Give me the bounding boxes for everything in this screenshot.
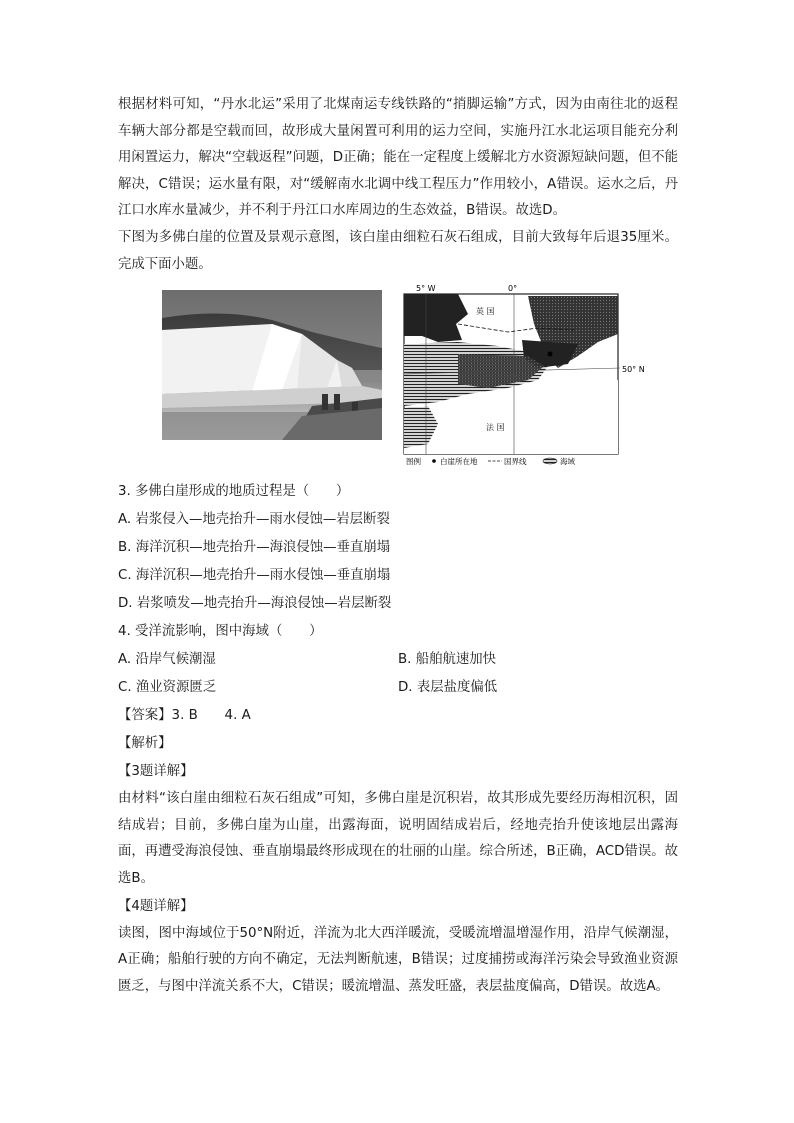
lon-label-right: 0° bbox=[508, 284, 518, 294]
intro-paragraph: 根据材料可知，“丹水北运”采用了北煤南运专线铁路的“捎脚运输”方式，因为由南往北的返程车辆大部分都是空载而回，故形成大量闲置可利用的运力空间，实施丹江水北运项目能充分利用闲置运力，解决“空载返程”问题，D正确；能在一定程度上缓解北方水资源短缺问题，但不能解决，C错误；运水量有限，对“缓解南水北调中线工程压力”作用较小，A错误。运水之后，丹江口水库水量减少，并不利于丹江口水库周边的生态效益，B错误。故选D。 bbox=[118, 97, 678, 219]
q4-option-c: C. 渔业资源匮乏 bbox=[118, 680, 217, 696]
q4-stem: 4. 受洋流影响，图中海域（ ） bbox=[118, 624, 323, 640]
q3-detail-label: 【3题详解】 bbox=[118, 764, 194, 780]
q4-option-b: B. 船舶航速加快 bbox=[398, 652, 497, 668]
q4-detail-text: 读图，图中海域位于50°N附近，洋流为北大西洋暖流，受暖流增温增湿作用，沿岸气候潮湿，A正确；船舶行驶的方向不确定，无法判断航速，B错误；过度捕捞或海洋污染会导致渔业资源匮乏，与图中洋流关系不大，C错误；暖流增温、蒸发旺盛，表层盐度偏高，D错误。故选A。 bbox=[118, 925, 678, 994]
legend-sea: 海域 bbox=[560, 457, 575, 467]
material-text: 下图为多佛白崖的位置及景观示意图，该白崖由细粒石灰石组成，目前大致每年后退35厘米。完成下面小题。 bbox=[118, 229, 678, 272]
legend-sea-icon bbox=[543, 458, 557, 464]
figure bbox=[118, 284, 678, 474]
analysis-label: 【解析】 bbox=[118, 736, 172, 752]
lon-label-left: 5° W bbox=[416, 284, 436, 294]
q4-detail-label: 【4题详解】 bbox=[118, 898, 194, 914]
legend-dot-icon bbox=[432, 459, 436, 463]
document-page bbox=[118, 92, 678, 1000]
legend-title: 图例 bbox=[406, 457, 421, 467]
q3-option-a: A. 岩浆侵入—地壳抬升—雨水侵蚀—岩层断裂 bbox=[118, 512, 390, 528]
location-map bbox=[398, 284, 645, 467]
answer-line: 【答案】3. B 4. A bbox=[118, 708, 251, 724]
q3-detail-text: 由材料“该白崖由细粒石灰石组成”可知，多佛白崖是沉积岩，故其形成先要经历海相沉积，固结成岩；目前，多佛白崖为山崖，出露海面，说明固结成岩后，经地壳抬升使该地层出露海面，再遭受海浪侵蚀、垂直崩塌最终形成现在的壮丽的山崖。综合所述，B正确，ACD错误。故选B。 bbox=[118, 791, 679, 886]
country-uk-label: 英 国 bbox=[476, 307, 495, 317]
q3-option-c: C. 海洋沉积—地壳抬升—雨水侵蚀—垂直崩塌 bbox=[118, 568, 391, 584]
country-fr-label: 法 国 bbox=[486, 423, 505, 433]
q4-option-d: D. 表层盐度偏低 bbox=[398, 680, 498, 696]
lat-label: 50° N bbox=[622, 365, 645, 375]
cliff-photo bbox=[162, 290, 382, 440]
q3-option-d: D. 岩浆喷发—地壳抬升—海浪侵蚀—岩层断裂 bbox=[118, 596, 392, 612]
q3-option-b: B. 海洋沉积—地壳抬升—海浪侵蚀—垂直崩塌 bbox=[118, 540, 391, 556]
q4-option-a: A. 沿岸气候潮湿 bbox=[118, 652, 216, 668]
q3-stem: 3. 多佛白崖形成的地质过程是（ ） bbox=[118, 484, 350, 500]
q4-options-row-1 bbox=[118, 646, 678, 674]
legend-border: 国界线 bbox=[504, 457, 527, 467]
legend-cliff: 白崖所在地 bbox=[440, 457, 478, 467]
q4-options-row-2 bbox=[118, 674, 678, 702]
